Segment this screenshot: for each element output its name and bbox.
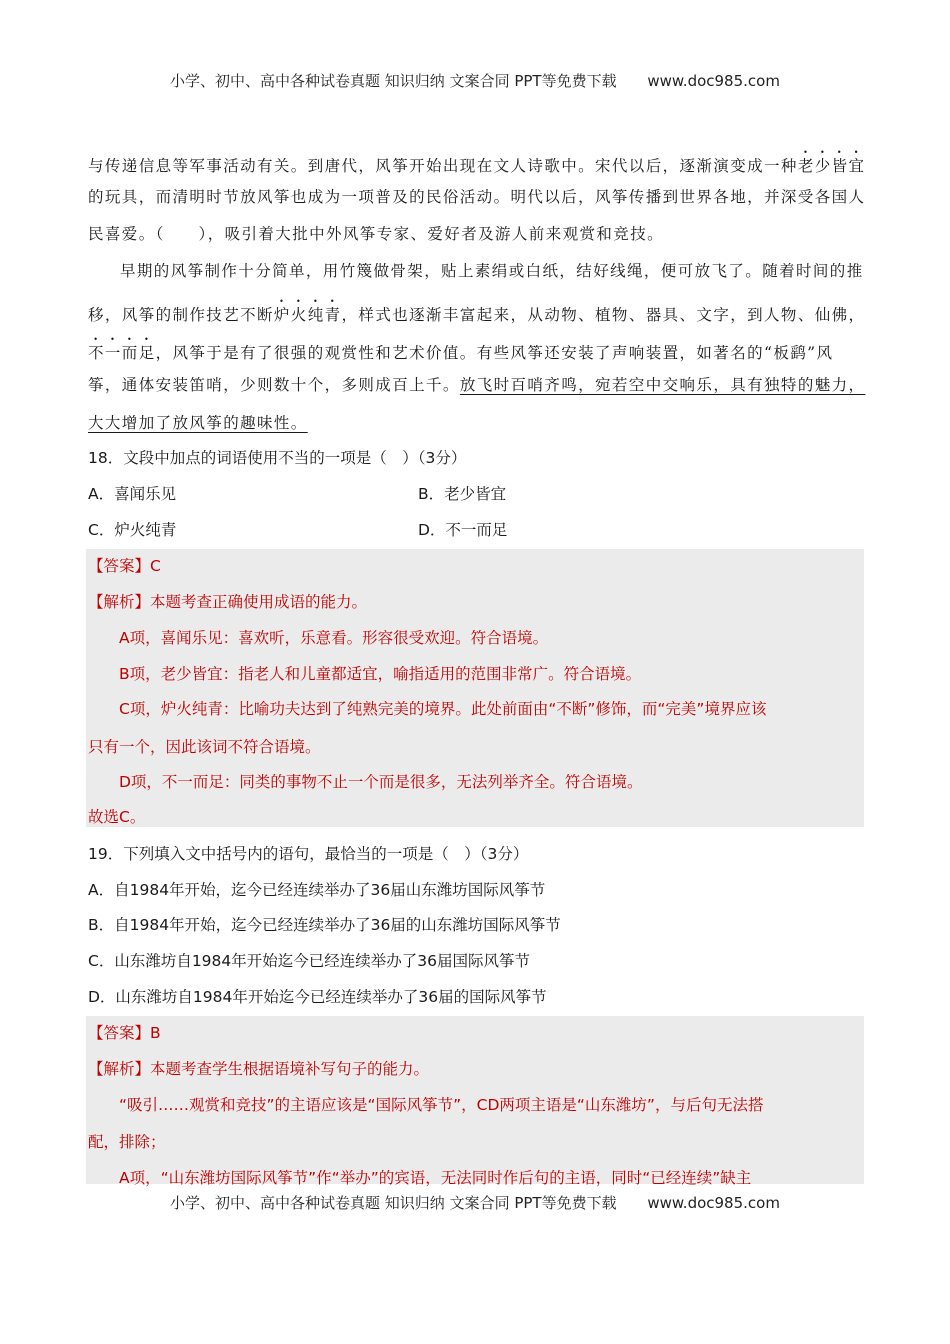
question-19-stem: 19．下列填入文中括号内的语句，最恰当的一项是（ ）（3分） [88,845,529,863]
page-header [0,70,950,91]
footer-site: www.doc985.com [647,1194,780,1212]
footer-text: 小学、初中、高中各种试卷真题 知识归纳 文案合同 PPT等免费下载 [170,1194,617,1212]
passage-line [88,185,865,207]
passage-line [88,148,865,176]
passage-text: 的玩具，而清明时节放风筝也成为一项普及的民俗活动。明代以后，风筝传播到世界各地，并深受各国人 [88,188,866,206]
q19-answer [88,1021,161,1043]
q19-option-c: C．山东潍坊自1984年开始迄今已经连续举办了36届国际风筝节 [88,952,530,970]
passage-line [88,297,865,325]
passage-text: 移，风筝的制作技艺不断 [88,306,274,324]
dotted-word: 不一而足 [88,344,156,362]
q18-analysis-d: D项，不一而足：同类的事物不止一个而是很多，无法列举齐全。符合语境。 [119,773,643,791]
passage-text: 早期的风筝制作十分简单，用竹篾做骨架，贴上素绢或白纸，结好线绳，便可放飞了。随着时间的推 [120,262,864,280]
passage-line [88,335,833,363]
q18-analysis [88,590,367,612]
underlined-sentence: 大大增加了放风筝的趣味性。 [88,414,308,432]
dotted-word: 老少皆宜 [797,157,866,175]
passage-line [120,259,864,281]
q18-analysis-c2: 只有一个，因此该词不符合语境。 [88,738,321,756]
q18-option-b: B．老少皆宜 [418,485,507,503]
answer-label: 【答案】 [88,1024,151,1042]
q19-option-b: B．自1984年开始，迄今已经连续举办了36届的山东潍坊国际风筝节 [88,916,561,934]
q18-analysis-a: A项，喜闻乐见：喜欢听，乐意看。形容很受欢迎。符合语境。 [119,629,549,647]
q18-answer [88,554,161,576]
answer-value: C [150,557,161,575]
passage-text: 筝，通体安装笛哨，少则数十个，多则成百上千。 [88,376,460,394]
q19-option-a: A．自1984年开始，迄今已经连续举办了36届山东潍坊国际风筝节 [88,881,546,899]
passage-line [88,222,664,244]
passage-line [88,373,865,395]
q19-analysis-line-1: “吸引……观赏和竞技”的主语应该是“国际风筝节”，CD两项主语是“山东潍坊”，与后句无法搭 [119,1096,764,1114]
page-footer [0,1192,950,1213]
answer-label: 【答案】 [88,557,151,575]
q18-option-c: C．炉火纯青 [88,521,177,539]
q19-analysis-line-3: A项，“山东潍坊国际风筝节”作“举办”的宾语，无法同时作后句的主语，同时“已经连续”缺主 [119,1169,752,1187]
passage-line [88,411,308,433]
passage-text: 民喜爱。（ ），吸引着大批中外风筝专家、爱好者及游人前来观赏和竞技。 [88,225,665,243]
passage-text: ，风筝于是有了很强的观赏性和艺术价值。有些风筝还安装了声响装置，如著名的“板鹞”风 [155,344,834,362]
q19-analysis-line-2: 配，排除； [88,1133,166,1151]
q19-analysis [88,1057,429,1079]
analysis-text: 本题考查正确使用成语的能力。 [150,593,368,611]
q18-option-a: A．喜闻乐见 [88,485,177,503]
header-text: 小学、初中、高中各种试卷真题 知识归纳 文案合同 PPT等免费下载 [170,72,617,90]
q18-conclusion: 故选C。 [88,808,146,826]
passage-text: ，样式也逐渐丰富起来，从动物、植物、器具、文字，到人物、仙佛， [341,306,866,324]
passage-text: 与传递信息等军事活动有关。到唐代，风筝开始出现在文人诗歌中。宋代以后，逐渐演变成一种 [88,157,798,175]
q18-option-d: D．不一而足 [418,521,508,539]
analysis-text: 本题考查学生根据语境补写句子的能力。 [150,1060,430,1078]
answer-value: B [150,1024,161,1042]
underlined-sentence: 放飞时百哨齐鸣，宛若空中交响乐，具有独特的魅力， [459,376,866,394]
q19-option-d: D．山东潍坊自1984年开始迄今已经连续举办了36届的国际风筝节 [88,988,547,1006]
q18-analysis-c1: C项，炉火纯青：比喻功夫达到了纯熟完美的境界。此处前面由“不断”修饰，而“完美”境界应该 [119,700,767,718]
analysis-label: 【解析】 [88,593,151,611]
header-site: www.doc985.com [647,72,780,90]
analysis-label: 【解析】 [88,1060,151,1078]
question-18-stem: 18．文段中加点的词语使用不当的一项是（ ）（3分） [88,449,467,467]
q18-analysis-b: B项，老少皆宜：指老人和儿童都适宜，喻指适用的范围非常广。符合语境。 [119,665,642,683]
dotted-word: 炉火纯青 [273,306,342,324]
